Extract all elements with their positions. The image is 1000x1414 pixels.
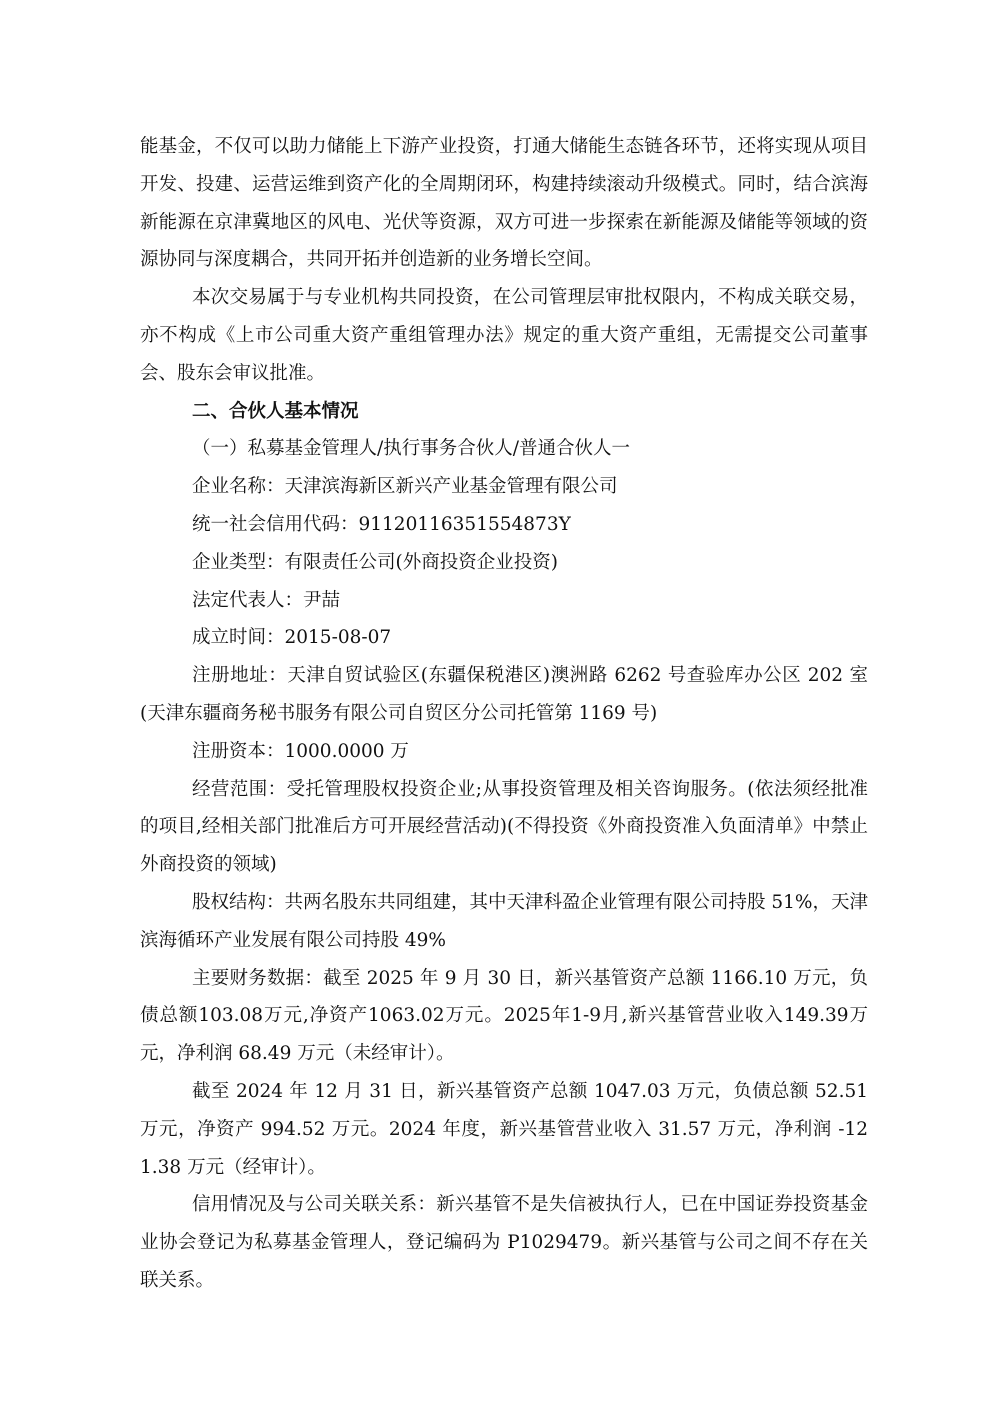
business-scope: 经营范围：受托管理股权投资企业;从事投资管理及相关咨询服务。(依法须经批准的项目,经相关部门批准后方可开展经营活动)(不得投资《外商投资准入负面清单》中禁止外商投资的领域): [140, 778, 868, 876]
legal-representative: 法定代表人：尹喆: [192, 589, 341, 611]
credit-relation: 信用情况及与公司关联关系：新兴基管不是失信被执行人，已在中国证券投资基金业协会登记为私募基金管理人，登记编码为 P1029479。新兴基管与公司之间不存在关联关系。: [140, 1194, 868, 1291]
intro-paragraph-1: 能基金，不仅可以助力储能上下游产业投资，打通大储能生态链各环节，还将实现从项目开发、投建、运营运维到资产化的全周期闭环，构建持续滚动升级模式。同时，结合滨海新能源在京津冀地区的风电、光伏等资源，双方可进一步探索在新能源及储能等领域的资源协同与深度耦合，共同开拓并创造新的业务增长空间。: [140, 136, 868, 271]
section-subheading: （一）私募基金管理人/执行事务合伙人/普通合伙人一: [192, 438, 630, 460]
company-name: 企业名称：天津滨海新区新兴产业基金管理有限公司: [192, 476, 618, 498]
credit-code: 统一社会信用代码：91120116351554873Y: [192, 513, 571, 535]
registered-address: 注册地址：天津自贸试验区(东疆保税港区)澳洲路 6262 号查验库办公区 202 室(天津东疆商务秘书服务有限公司自贸区分公司托管第 1169 号): [140, 665, 868, 724]
company-type: 企业类型：有限责任公司(外商投资企业投资): [192, 551, 558, 573]
established-date: 成立时间：2015-08-07: [192, 627, 392, 649]
intro-paragraph-2: 本次交易属于与专业机构共同投资，在公司管理层审批权限内，不构成关联交易，亦不构成《上市公司重大资产重组管理办法》规定的重大资产重组，无需提交公司董事会、股东会审议批准。: [140, 287, 868, 384]
document-page: [140, 128, 868, 1300]
equity-structure: 股权结构：共两名股东共同组建，其中天津科盈企业管理有限公司持股 51%，天津滨海循环产业发展有限公司持股 49%: [140, 891, 869, 951]
section-heading: 二、合伙人基本情况: [192, 400, 359, 422]
financials-2024: 截至 2024 年 12 月 31 日，新兴基管资产总额 1047.03 万元，负债总额 52.51 万元，净资产 994.52 万元。2024 年度，新兴基管营业收入 31.57 万元，净利润 -121.38 万元（经审计）。: [140, 1080, 868, 1178]
registered-capital: 注册资本：1000.0000 万: [192, 740, 409, 762]
financials-2025: 主要财务数据：截至 2025 年 9 月 30 日，新兴基管资产总额 1166.10 万元，负债总额103.08万元,净资产1063.02万元。2025年1-9月,新兴基管营业收入149.39万元，净利润 68.49 万元（未经审计）。: [140, 967, 868, 1065]
